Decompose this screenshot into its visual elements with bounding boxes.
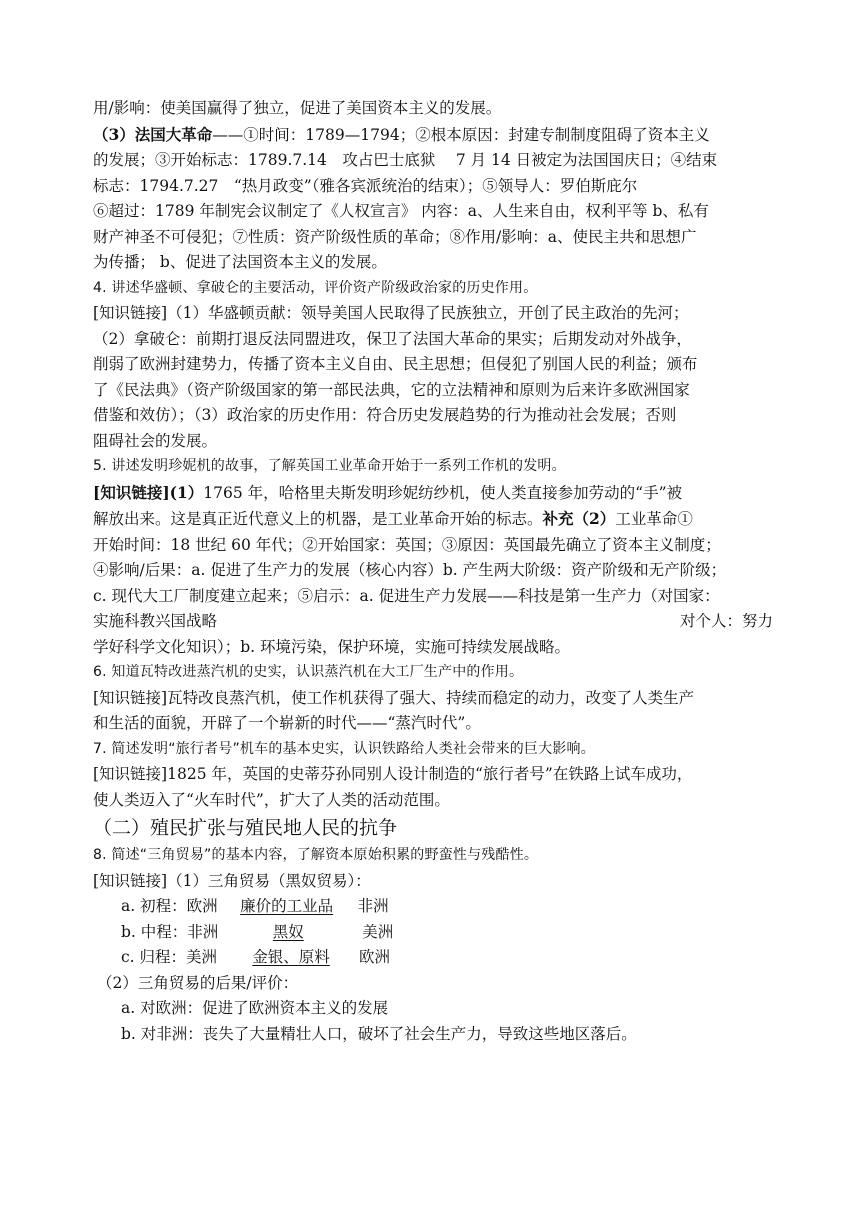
text-line: 学好科学文化知识）；b. 环境污染，保护环境，实施可持续发展战略。 (93, 637, 571, 656)
trade-route-row (93, 945, 773, 971)
text-line: 借鉴和效仿）；（3）政治家的历史作用：符合历史发展趋势的行为推动社会发展；否则 (93, 406, 677, 424)
text-line: 实施科教兴国战略 (93, 612, 218, 630)
text-line: 的发展；③开始标志：1789.7.14 攻占巴士底狱 7 月 14 日被定为法国国庆日；④结束 (93, 151, 718, 169)
french-revolution-block (93, 122, 773, 276)
text-line: 标志：1794.7.27 “热月政变”（雅各宾派统治的结束）；⑤领导人：罗伯斯庇尔 (93, 176, 638, 195)
route-origin: a. 初程：欧洲 (121, 897, 218, 915)
trade-route-row (93, 894, 773, 920)
text-line: 工业革命① (615, 510, 693, 528)
route-goods: 黑奴 (272, 922, 304, 941)
text-line: 开始时间：18 世纪 60 年代；②开始国家：英国；③原因：英国最先确立了资本主义制度； (93, 535, 721, 554)
knowledge-link-label: [知识链接] (93, 765, 168, 783)
question-8-block (93, 843, 773, 1047)
route-origin: b. 中程：非洲 (121, 922, 219, 941)
question-6-block (93, 660, 773, 737)
text-line: [知识链接]（1）华盛顿贡献：领导美国人民取得了民族独立，开创了民主政治的先河； (93, 304, 689, 322)
text-line: c. 现代大工厂制度建立起来；⑤启示：a. 促进生产力发展——科技是第一生产力（对国家： (93, 586, 720, 605)
question-5-title: 5. 讲述发明珍妮机的故事，了解英国工业革命开始于一系列工作机的发明。 (93, 458, 566, 474)
question-7-title: 7. 简述发明“旅行者号”机车的基本史实，认识铁路给人类社会带来的巨大影响。 (93, 740, 595, 757)
question-5-block (93, 454, 773, 660)
question-8-title: 8. 简述“三角贸易”的基本内容，了解资本原始积累的野蛮性与残酷性。 (93, 847, 539, 863)
route-goods: 廉价的工业品 (240, 897, 334, 915)
paragraph-us-revolution-impact: 用/影响：使美国赢得了独立，促进了美国资本主义的发展。 (93, 99, 502, 117)
question-6-title: 6. 知道瓦特改进蒸汽机的史实，认识蒸汽机在大工厂生产中的作用。 (93, 664, 524, 680)
text-line: （1）三角贸易（黑奴贸易）： (167, 871, 371, 890)
text-line: ⑥超过：1789 年制宪会议制定了《人权宣言》 内容：a、人生来自由，权利平等 b、私有 (93, 202, 709, 220)
text-line: ④影响/后果：a. 促进了生产力的发展（核心内容）b. 产生两大阶级：资产阶级和无产阶级； (93, 561, 727, 579)
text-line: 1825 年，英国的史蒂芬孙同别人设计制造的“旅行者号”在铁路上试车成功， (167, 765, 693, 783)
document-page (93, 96, 773, 1047)
text-line: b. 对非洲：丧失了大量精壮人口，破坏了社会生产力，导致这些地区落后。 (121, 1024, 637, 1043)
text-line: ——①时间：1789—1794；②根本原因：封建专制制度阻碍了资本主义 (212, 125, 710, 144)
question-7-block (93, 737, 773, 814)
question-4-block (93, 276, 773, 455)
text-line: 削弱了欧洲封建势力，传播了资本主义自由、民主思想；但侵犯了别国人民的利益；颁布 (93, 355, 698, 373)
text-line: （2）三角贸易的后果/评价： (97, 973, 299, 992)
question-4-title: 4. 讲述华盛顿、拿破仑的主要活动，评价资产阶级政治家的历史作用。 (93, 279, 538, 296)
text-line: 对个人：努力 (679, 612, 773, 630)
text-line: 解放出来。这是真正近代意义上的机器，是工业革命开始的标志。 (93, 510, 543, 528)
knowledge-link-label: [知识链接](1） (93, 482, 204, 502)
supplement-label: 补充（2） (542, 509, 616, 528)
text-line: 为传播； b、促进了法国资本主义的发展。 (93, 253, 387, 271)
french-revolution-heading: （3）法国大革命 (93, 124, 213, 144)
text-line: （2）拿破仑：前期打退反法同盟进攻，保卫了法国大革命的果实；后期发动对外战争， (93, 329, 692, 348)
text-line: 了《民法典》（资产阶级国家的第一部民法典，它的立法精神和原则为后来许多欧洲国家 (93, 380, 690, 399)
text-line: 和生活的面貌，开辟了一个崭新的时代——“蒸汽时代”。 (93, 714, 481, 732)
text-line: a. 对欧洲：促进了欧洲资本主义的发展 (121, 999, 389, 1017)
route-origin: c. 归程：美洲 (121, 948, 218, 966)
text-line: 财产神圣不可侵犯；⑦性质：资产阶级性质的革命；⑧作用/影响：a、使民主共和思想广 (93, 227, 697, 246)
text-line: 1765 年，哈格里夫斯发明珍妮纺纱机，使人类直接参加劳动的“手”被 (203, 483, 683, 502)
section-heading: （二）殖民扩张与殖民地人民的抗争 (93, 817, 398, 839)
knowledge-link-label: [知识链接] (93, 688, 168, 707)
trade-route-row (93, 920, 773, 946)
text-line: 使人类迈入了“火车时代”，扩大了人类的活动范围。 (93, 790, 450, 809)
route-destination: 美洲 (362, 922, 394, 941)
route-destination: 欧洲 (359, 948, 391, 966)
text-line: 瓦特改良蒸汽机，使工作机获得了强大、持续而稳定的动力，改变了人类生产 (167, 688, 695, 707)
knowledge-link-label: [知识链接] (93, 871, 168, 890)
route-destination: 非洲 (357, 897, 389, 915)
text-line: 阻碍社会的发展。 (93, 431, 218, 450)
route-goods: 金银、原料 (252, 948, 330, 966)
